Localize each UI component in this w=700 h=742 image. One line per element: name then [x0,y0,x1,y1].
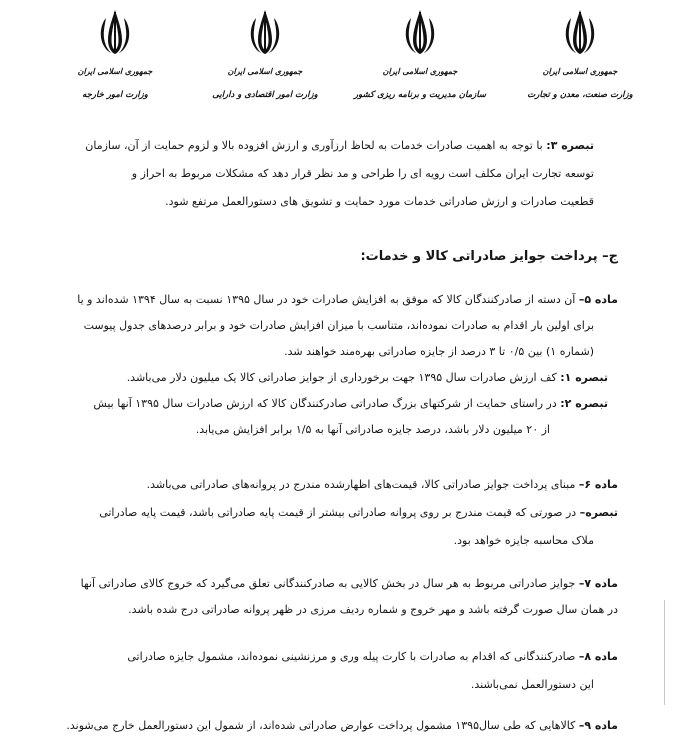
art6-note-line1 [99,504,618,521]
art6-text: مبنای پرداخت جوایز صادراتی کالا، قیمت‌های اظهارشده مندرج در پروانه‌های صادراتی می‌باشد. [146,478,576,491]
art5-note2-line1 [93,395,608,412]
republic-label: جمهوری اسلامی ایران [227,66,303,76]
art6-line1 [147,476,618,493]
page-edge-line [664,600,665,705]
art5-note1-label: تبصره ۱: [560,371,608,384]
note3-text: با توجه به اهمیت صادرات خدمات به لحاظ ارزآوری و ارزش افزوده بالا و لزوم حمایت از آن، سازمان [85,139,543,152]
note3-line3: قطعیت صادرات و ارزش صادراتی خدمات مورد حمایت و تشویق های دستورالعمل مرتفع شود. [165,195,594,208]
art5-note1-text: کف ارزش صادرات سال ۱۳۹۵ جهت برخورداری از جوایز صادراتی کالا یک میلیون دلار می‌باشد. [126,371,557,384]
art7-line2: در همان سال صورت گرفته باشد و مهر خروج و شماره ردیف مرزی در ظهر پروانه صادراتی درج شده باشد. [128,603,618,616]
art6-label: ماده ۶– [578,478,618,491]
art5-line1 [77,291,618,308]
republic-label: جمهوری اسلامی ایران [77,66,153,76]
art5-note2-label: تبصره ۲: [560,397,608,410]
art7-line1 [81,575,618,592]
art5-note2-line2: از ۲۰ میلیون دلار باشد، درصد جایزه صادراتی آنها به ۱/۵ برابر افزایش می‌یابد. [195,423,550,436]
note3-label: تبصره ۳: [546,139,594,152]
art8-label: ماده ۸– [578,650,618,663]
ministry-name: وزارت امور اقتصادی و دارایی [212,90,318,100]
art8-text: صادرکنندگانی که اقدام به صادرات با کارت پیله وری و مرزنشینی نموده‌اند، مشمول جایزه صادراتی [127,650,576,663]
art7-label: ماده ۷– [578,577,618,590]
art8-line2: این دستورالعمل نمی‌باشند. [470,678,594,691]
art5-note1 [127,369,608,386]
art5-line3: (شماره ۱) بین ۰/۵ تا ۳ درصد از جایزه صادراتی بهره‌مند خواهند شد. [284,345,594,358]
art5-text: آن دسته از صادرکنندگان کالا که موفق به افزایش صادرات خود در سال ۱۳۹۵ نسبت به سال ۱۳۹۴ شده‌اند و یا [77,293,576,306]
art6-note-label: تبصره– [579,506,618,519]
section-title: ج– پرداخت جوایز صادراتی کالا و خدمات: [360,249,618,264]
art9-line1 [66,717,618,734]
ministry-name: وزارت امور خارجه [82,90,148,100]
art6-note-text: در صورتی که قیمت مندرج بر روی پروانه صادراتی بیشتر از قیمت پایه صادراتی باشد، قیمت پایه صادراتی [99,506,577,519]
art5-line2: برای اولین بار اقدام به صادرات نموده‌اند، متناسب با میزان افزایش صادرات خود و برابر درصدهای جدول پیوست [83,319,594,332]
art8-line1 [127,648,618,665]
art9-text: کالاهایی که طی سال۱۳۹۵ مشمول پرداخت عوارض صادراتی شده‌اند، از شمول این دستورالعمل خارج می‌شوند. [66,719,576,732]
art7-text: جوایز صادراتی مربوط به هر سال در بخش کالایی به صادرکنندگانی تعلق می‌گیرد که خروج کالای صادراتی آنها [80,577,576,590]
art9-label: ماده ۹– [578,719,618,732]
note3-line1 [85,137,594,154]
art5-note2-text: در راستای حمایت از شرکتهای بزرگ صادراتی صادرکنندگان کالا که ارزش صادرات سال ۱۳۹۵ آنها بیش [93,397,557,410]
note3-line2: توسعه تجارت ایران مکلف است رویه ای را طراحی و مد نظر قرار دهد که مشکلات مربوط به احراز و [131,167,594,180]
republic-label: جمهوری اسلامی ایران [542,66,618,76]
art5-label: ماده ۵– [578,293,618,306]
art6-note-line2: ملاک محاسبه جایزه خواهد بود. [453,534,594,547]
republic-label: جمهوری اسلامی ایران [382,66,458,76]
ministry-name: سازمان مدیریت و برنامه ریزی کشور [354,90,486,100]
ministry-name: وزارت صنعت، معدن و تجارت [527,90,633,100]
